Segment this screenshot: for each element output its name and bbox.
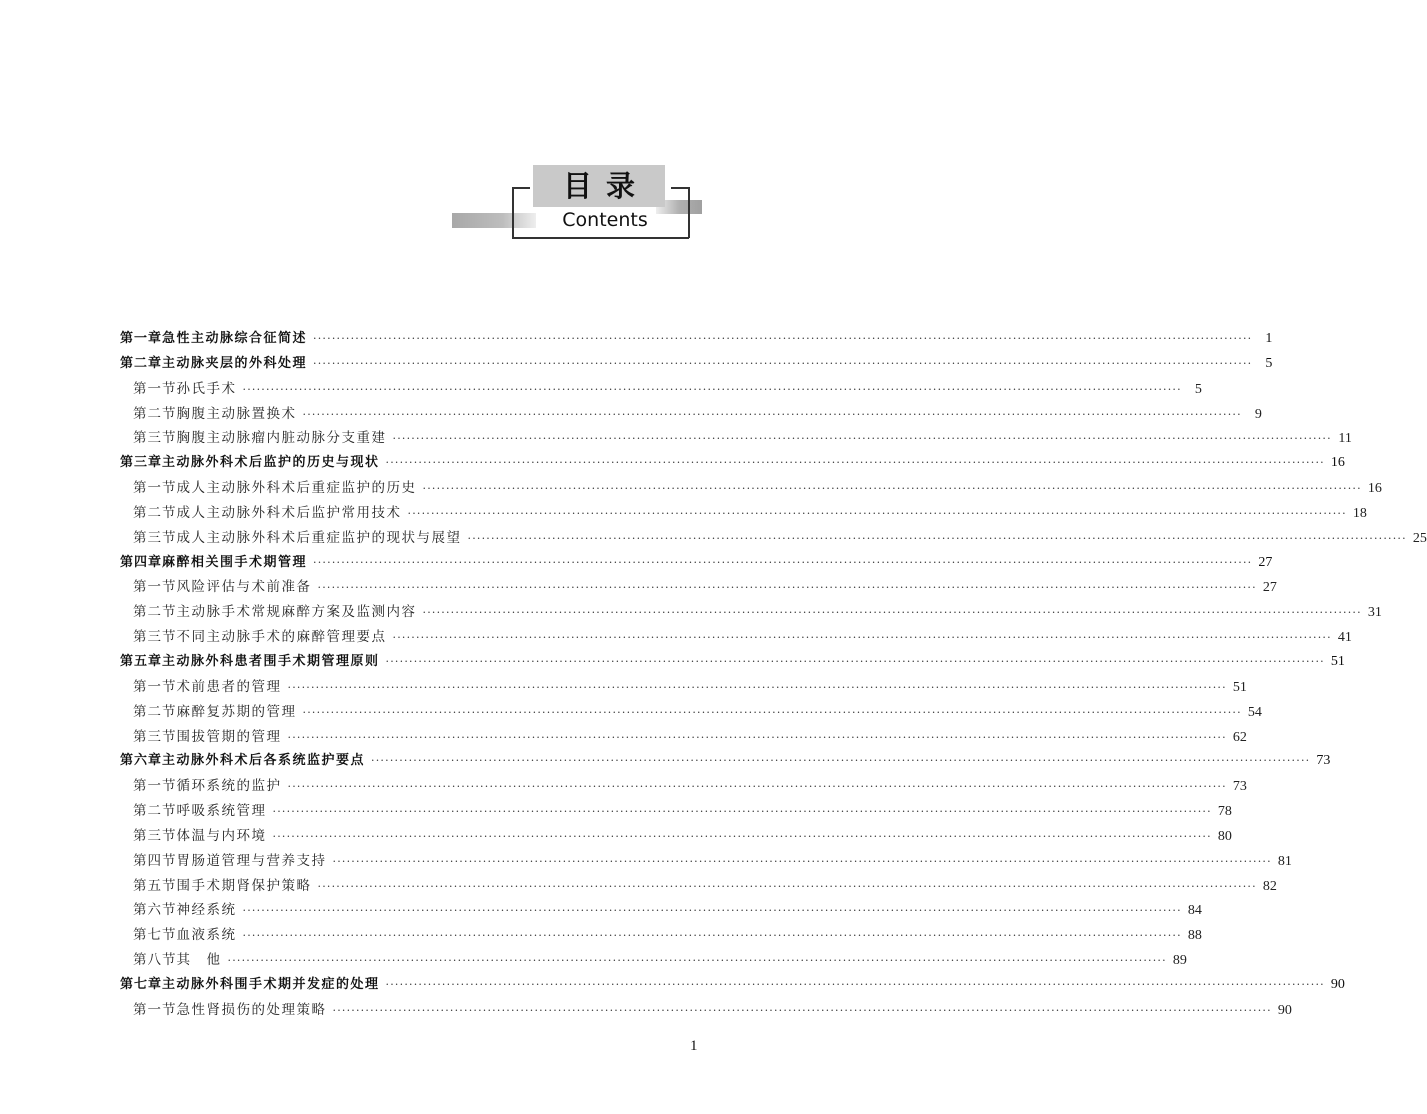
entry-title: 围手术期肾保护策略 [176,877,312,894]
entry-page-number: 16 [1367,481,1382,497]
entry-label: 第一节 [133,1001,177,1018]
entry-label: 第三节 [133,629,177,646]
toc-section-entry [120,600,1382,625]
toc-section-entry [120,575,1277,600]
entry-title: 主动脉外科术后各系统监护要点 [162,753,366,769]
entry-page-number: 9 [1254,406,1262,422]
entry-title: 其 他 [176,952,222,969]
page-subtitle: Contents [562,209,648,231]
entry-label: 第二节 [133,405,177,422]
entry-title: 风险评估与术前准备 [176,579,312,596]
toc-section-entry [120,526,1427,551]
entry-page-number: 80 [1217,828,1232,844]
toc-section-entry [120,874,1277,899]
entry-label: 第二章 [120,355,163,371]
entry-label: 第二节 [133,504,177,521]
entry-title: 急性主动脉综合征简述 [162,331,308,346]
page-title: 目录 [562,169,649,203]
frame-line [671,187,689,189]
entry-page-number: 81 [1277,853,1292,869]
entry-label: 第三节 [133,728,177,745]
dot-leader: ········································································································································································································ [407,506,1347,520]
dot-leader: ········································································································································································································ [242,382,1182,396]
entry-title: 主动脉外科术后监护的历史与现状 [162,455,380,471]
entry-page-number: 51 [1232,679,1247,695]
dot-leader: ········································································································································································································ [287,680,1227,694]
entry-page-number: 90 [1277,1002,1292,1018]
entry-label: 第一节 [133,579,177,596]
entry-title: 主动脉外科围手术期并发症的处理 [162,976,380,992]
dot-leader: ········································································································································································································ [242,904,1182,918]
dot-leader: ········································································································································································································ [422,606,1362,620]
frame-line [512,187,530,189]
toc-section-entry [120,675,1247,700]
toc-chapter-entry [120,551,1273,576]
toc-section-entry [120,725,1247,750]
toc-section-entry [120,377,1202,402]
entry-page-number: 73 [1232,779,1247,795]
table-of-contents [120,327,1427,1023]
dot-leader: ········································································································································································································ [287,780,1227,794]
entry-label: 第一章 [120,331,163,346]
entry-page-number: 62 [1232,729,1247,745]
dot-leader: ········································································································································································································ [272,805,1212,819]
dot-leader: ········································································································································································································ [371,754,1311,768]
toc-section-entry [120,799,1232,824]
entry-label: 第一节 [133,380,177,397]
dot-leader: ········································································································································································································ [317,581,1257,595]
entry-title: 血液系统 [176,927,237,944]
entry-page-number: 27 [1262,580,1277,596]
entry-page-number: 31 [1367,605,1382,621]
frame-line [512,237,689,239]
dot-leader: ········································································································································································································ [467,531,1407,545]
dot-leader: ········································································································································································································ [422,482,1362,496]
entry-title: 胸腹主动脉置换术 [176,405,297,422]
dot-leader: ········································································································································································································ [332,1003,1272,1017]
entry-label: 第八节 [133,952,177,969]
entry-label: 第六章 [120,753,163,769]
dot-leader: ········································································································································································································ [227,954,1167,968]
toc-section-entry [120,849,1292,874]
toc-section-entry [120,898,1202,923]
entry-page-number: 51 [1330,653,1345,669]
entry-label: 第七章 [120,976,163,992]
dot-leader: ········································································································································································································ [385,977,1325,991]
toc-section-entry [120,923,1202,948]
dot-leader: ········································································································································································································ [272,829,1212,843]
entry-label: 第一节 [133,480,177,497]
entry-page-number: 5 [1194,381,1202,397]
entry-label: 第二节 [133,604,177,621]
entry-page-number: 1 [1265,331,1273,346]
toc-section-entry [120,426,1352,451]
entry-page-number: 89 [1172,953,1187,969]
entry-title: 不同主动脉手术的麻醉管理要点 [176,629,387,646]
toc-section-entry [120,476,1382,501]
entry-label: 第三节 [133,529,177,546]
entry-title: 主动脉外科患者围手术期管理原则 [162,653,380,669]
entry-title: 术前患者的管理 [176,678,282,695]
entry-label: 第四节 [133,852,177,869]
entry-label: 第六节 [133,902,177,919]
entry-page-number: 84 [1187,903,1202,919]
entry-title: 循环系统的监护 [176,778,282,795]
entry-title: 麻醉相关围手术期管理 [162,554,308,570]
entry-title: 孙氏手术 [176,380,237,397]
entry-page-number: 25 [1412,530,1427,546]
dot-leader: ········································································································································································································ [242,929,1182,943]
entry-page-number: 90 [1330,976,1345,992]
entry-title: 围拔管期的管理 [176,728,282,745]
toc-section-entry [120,402,1262,427]
dot-leader: ········································································································································································································ [392,432,1332,446]
entry-label: 第三节 [133,827,177,844]
entry-title: 急性肾损伤的处理策略 [176,1001,327,1018]
entry-label: 第四章 [120,554,163,570]
entry-page-number: 73 [1316,753,1331,769]
toc-section-entry [120,700,1262,725]
entry-page-number: 11 [1338,431,1352,447]
page-number: 1 [690,1038,698,1054]
entry-page-number: 27 [1258,554,1273,570]
entry-label: 第七节 [133,927,177,944]
toc-section-entry [120,948,1187,973]
entry-label: 第二节 [133,703,177,720]
dot-leader: ········································································································································································································ [313,332,1253,345]
entry-page-number: 54 [1247,704,1262,720]
toc-chapter-entry [120,650,1345,675]
dot-leader: ········································································································································································································ [287,730,1227,744]
dot-leader: ········································································································································································································ [385,456,1325,470]
entry-title: 麻醉复苏期的管理 [176,703,297,720]
toc-section-entry [120,774,1247,799]
entry-page-number: 16 [1330,455,1345,471]
dot-leader: ········································································································································································································ [317,879,1257,893]
contents-header [0,0,800,260]
toc-chapter-entry [120,451,1345,476]
entry-title: 神经系统 [176,902,237,919]
toc-section-entry [120,625,1352,650]
entry-label: 第三节 [133,430,177,447]
entry-page-number: 82 [1262,878,1277,894]
entry-page-number: 78 [1217,804,1232,820]
entry-title: 主动脉手术常规麻醉方案及监测内容 [176,604,417,621]
entry-label: 第一节 [133,778,177,795]
dot-leader: ········································································································································································································ [392,631,1332,645]
entry-title: 体温与内环境 [176,827,267,844]
entry-title: 成人主动脉外科术后监护常用技术 [176,504,402,521]
entry-label: 第五节 [133,877,177,894]
toc-chapter-entry [120,749,1331,774]
dot-leader: ········································································································································································································ [313,555,1253,569]
toc-chapter-entry [120,327,1273,352]
toc-chapter-entry [120,352,1273,377]
dot-leader: ········································································································································································································ [302,705,1242,719]
entry-title: 成人主动脉外科术后重症监护的现状与展望 [176,529,462,546]
entry-title: 胃肠道管理与营养支持 [176,852,327,869]
entry-title: 呼吸系统管理 [176,803,267,820]
toc-section-entry [120,824,1232,849]
frame-line [512,187,514,238]
entry-title: 胸腹主动脉瘤内脏动脉分支重建 [176,430,387,447]
entry-title: 主动脉夹层的外科处理 [162,355,308,371]
frame-line [688,187,690,238]
dot-leader: ········································································································································································································ [302,407,1242,421]
entry-page-number: 88 [1187,928,1202,944]
entry-page-number: 41 [1337,630,1352,646]
entry-page-number: 18 [1352,505,1367,521]
entry-page-number: 5 [1265,355,1273,371]
toc-chapter-entry [120,973,1345,998]
entry-label: 第一节 [133,678,177,695]
toc-section-entry [120,998,1292,1023]
entry-label: 第五章 [120,653,163,669]
entry-label: 第三章 [120,455,163,471]
entry-label: 第二节 [133,803,177,820]
dot-leader: ········································································································································································································ [332,854,1272,868]
toc-section-entry [120,501,1367,526]
decorative-gradient-bar-left [452,213,536,228]
entry-title: 成人主动脉外科术后重症监护的历史 [176,480,417,497]
dot-leader: ········································································································································································································ [313,356,1253,370]
dot-leader: ········································································································································································································ [385,654,1325,668]
